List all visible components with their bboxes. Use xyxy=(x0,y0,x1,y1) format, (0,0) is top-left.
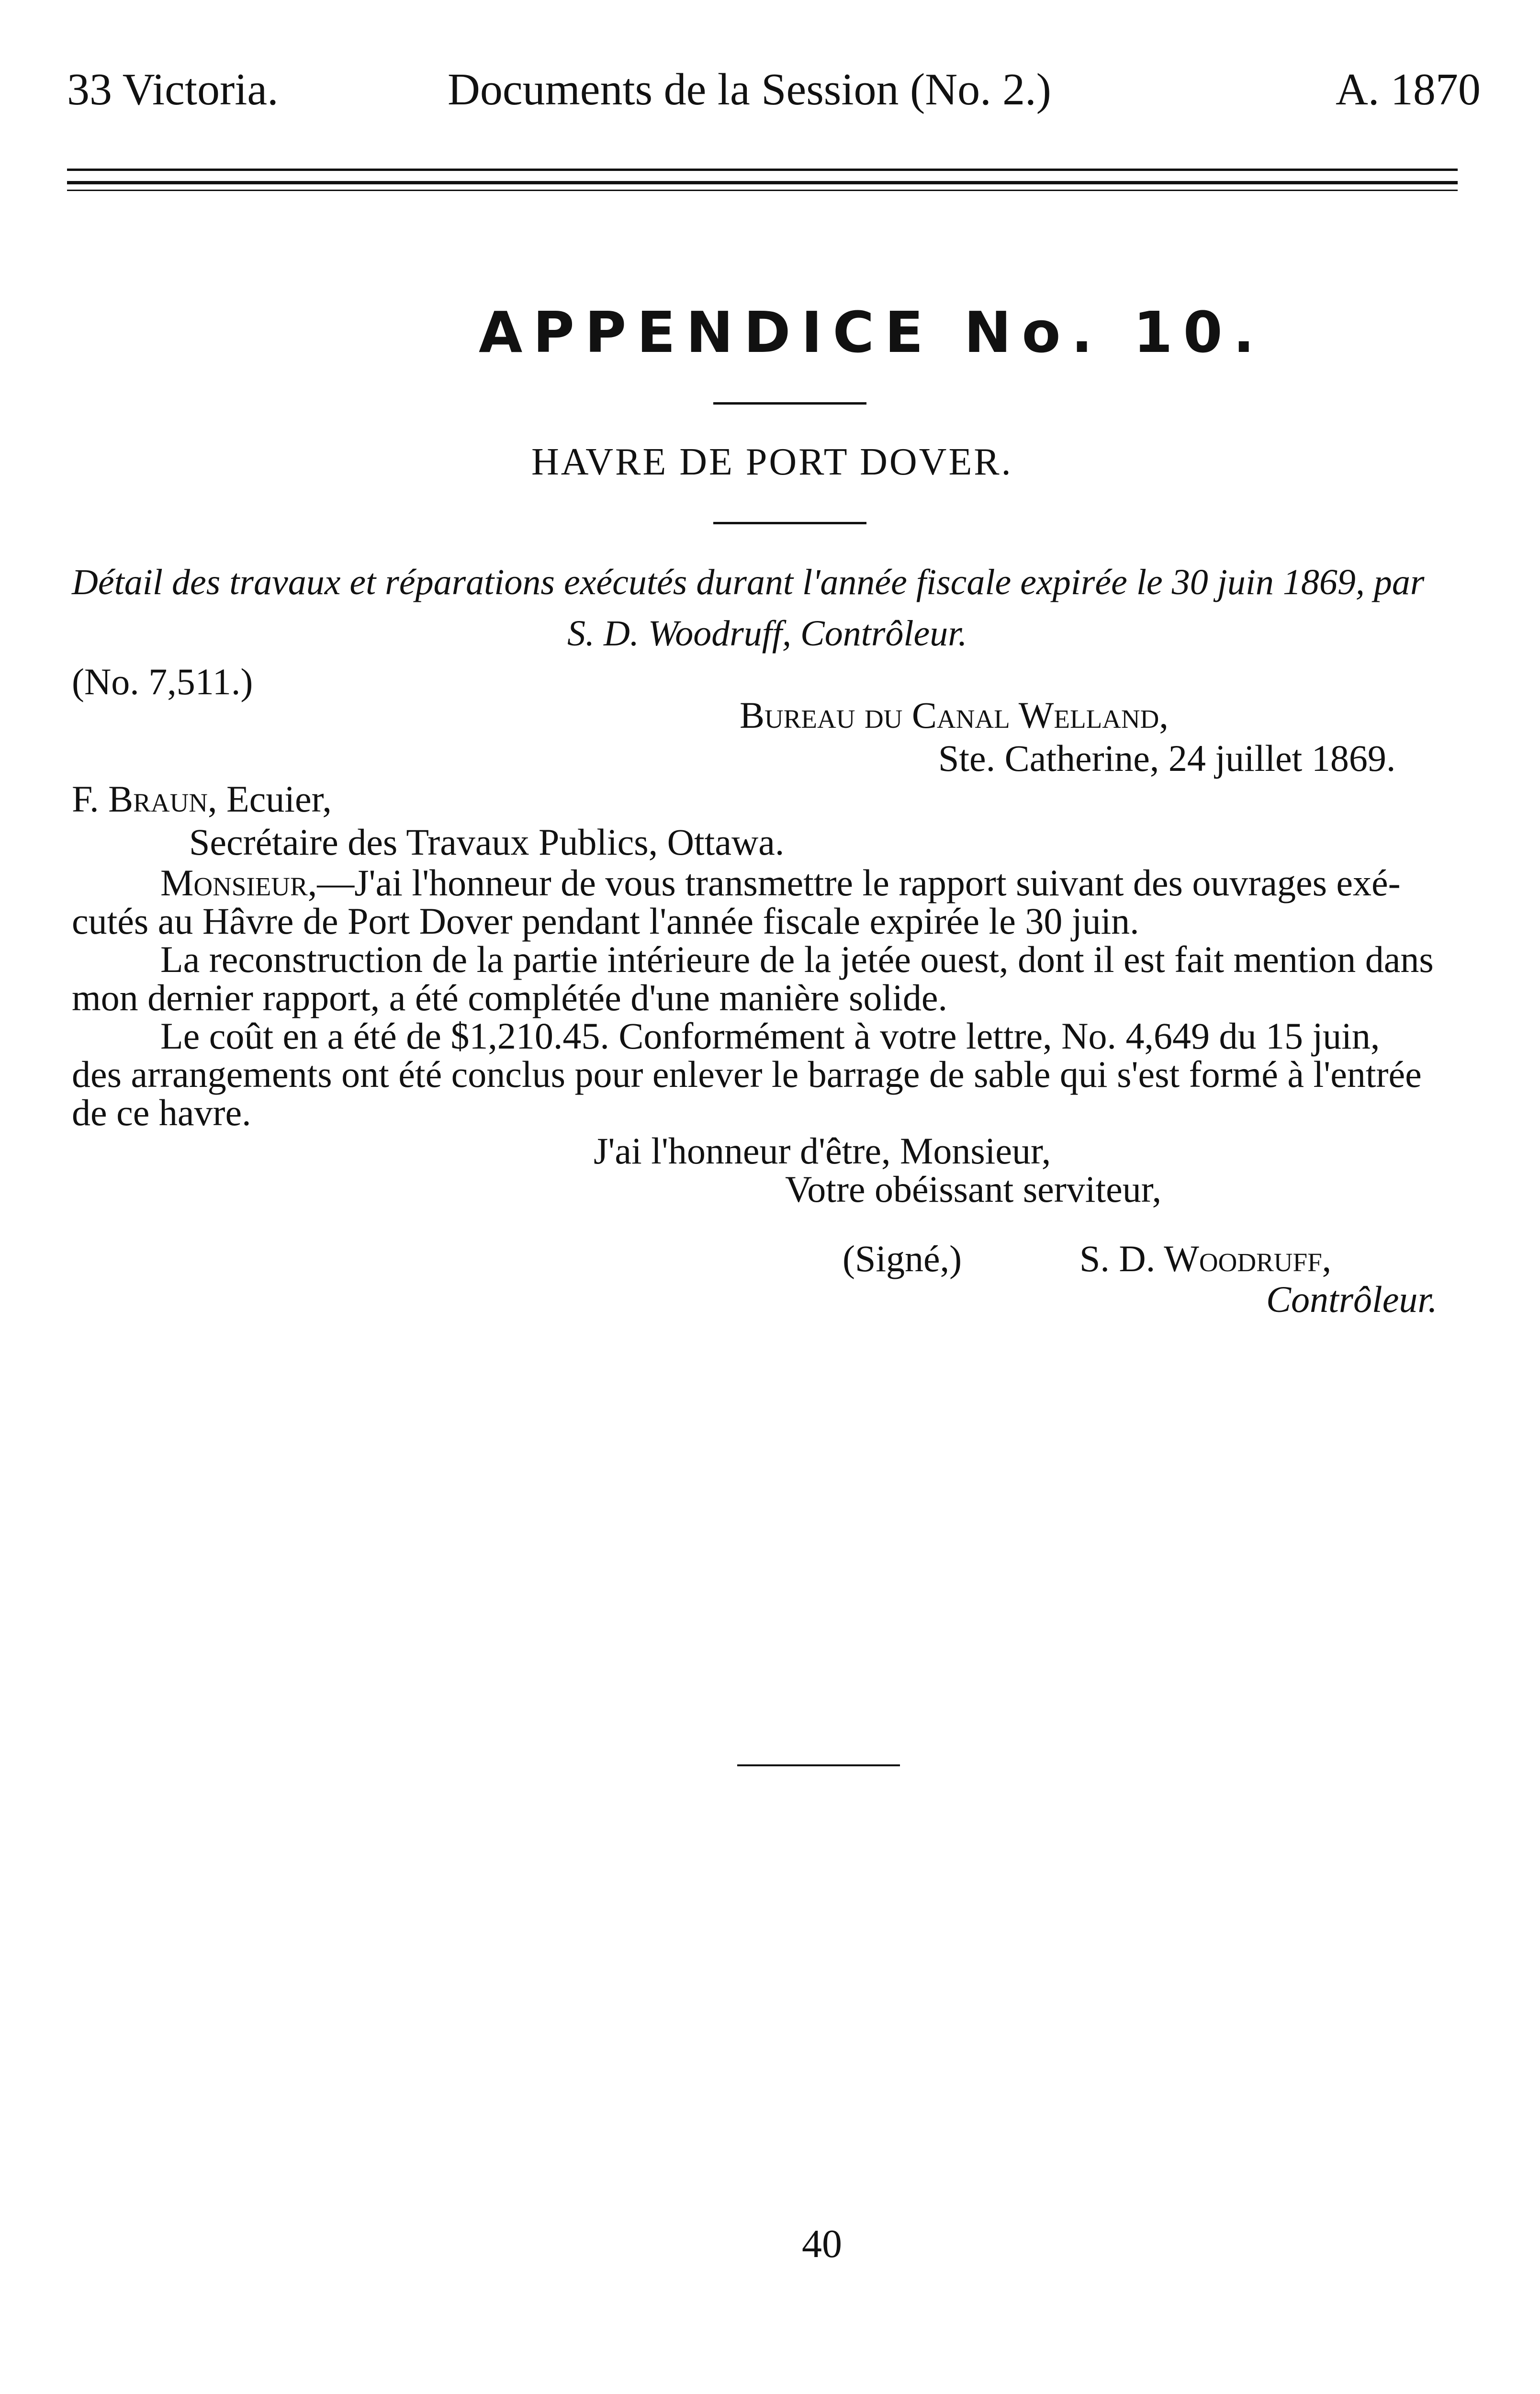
signed-label: (Signé,) xyxy=(843,1238,962,1279)
closing-line: J'ai l'honneur d'être, Monsieur, xyxy=(594,1130,1051,1172)
appendix-title: APPENDICE No. 10. xyxy=(479,299,1265,365)
paragraph-line: Le coût en a été de $1,210.45. Conformément à votre lettre, No. 4,649 du 15 juin, xyxy=(160,1015,1380,1057)
intro-line: S. D. Woodruff, Contrôleur. xyxy=(567,613,967,654)
header-rule-middle xyxy=(67,181,1458,184)
paragraph-text: —J'ai l'honneur de vous transmettre le rapport suivant des ouvrages exé- xyxy=(317,862,1401,903)
closing-line: Votre obéissant serviteur, xyxy=(785,1168,1162,1210)
header-year: A. 1870 xyxy=(1336,65,1481,114)
header-session-label: 33 Victoria. xyxy=(67,65,279,114)
addressee-surname: Braun xyxy=(108,778,208,820)
header-rule-bottom xyxy=(67,190,1458,191)
paragraph-line: cutés au Hâvre de Port Dover pendant l'année fiscale expirée le 30 juin. xyxy=(72,900,1139,942)
heading-divider xyxy=(713,522,866,524)
end-divider xyxy=(737,1764,900,1766)
page-number: 40 xyxy=(802,2222,842,2266)
reference-number: (No. 7,511.) xyxy=(72,661,253,702)
header-rule-top xyxy=(67,169,1458,171)
paragraph-line: des arrangements ont été conclus pour enlever le barrage de sable qui s'est formé à l'entrée xyxy=(72,1053,1422,1095)
addressee-initial: F. xyxy=(72,778,109,820)
signer-name: S. D. Woodruff, xyxy=(1079,1238,1332,1279)
addressee-suffix: , Ecuier, xyxy=(208,778,332,820)
header-document-title: Documents de la Session (No. 2.) xyxy=(448,65,1051,114)
section-heading: HAVRE DE PORT DOVER. xyxy=(531,441,1013,483)
title-divider xyxy=(713,402,866,405)
paragraph-line: La reconstruction de la partie intérieure de la jetée ouest, dont il est fait mention dans xyxy=(160,938,1434,980)
signer-title: Contrôleur. xyxy=(1266,1278,1438,1320)
intro-line: Détail des travaux et réparations exécutés durant l'année fiscale expirée le 30 juin 1869, par xyxy=(72,562,1425,602)
addressee-title: Secrétaire des Travaux Publics, Ottawa. xyxy=(189,821,785,863)
place-date: Ste. Catherine, 24 juillet 1869. xyxy=(938,737,1396,779)
paragraph-line xyxy=(160,864,1401,902)
addressee-name xyxy=(72,780,332,818)
office-line: Bureau du Canal Welland, xyxy=(740,694,1169,736)
paragraph-line: mon dernier rapport, a été complétée d'une manière solide. xyxy=(72,977,947,1018)
salutation: Monsieur, xyxy=(160,862,317,903)
paragraph-line: de ce havre. xyxy=(72,1092,251,1133)
